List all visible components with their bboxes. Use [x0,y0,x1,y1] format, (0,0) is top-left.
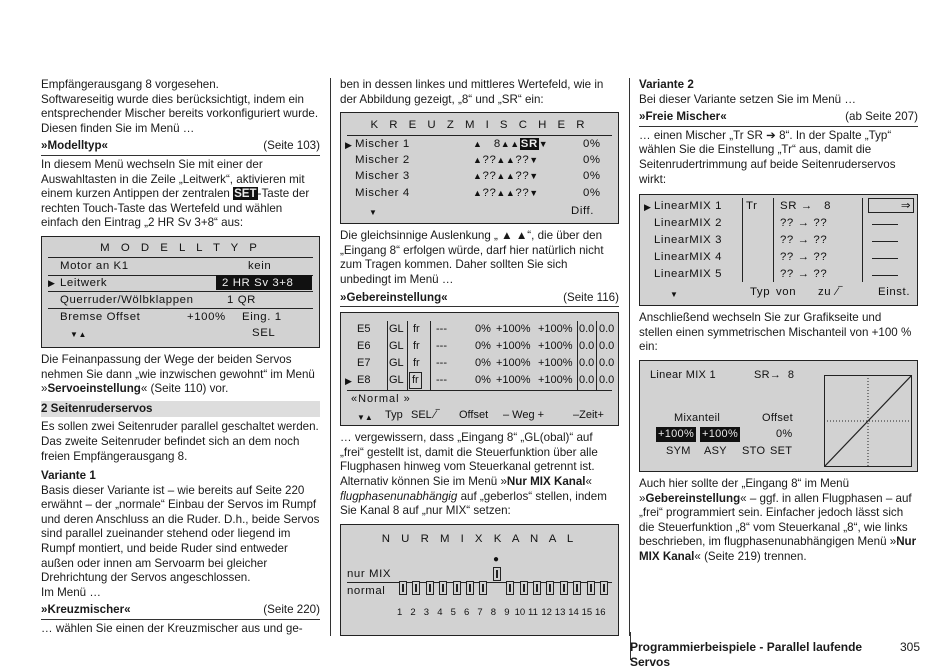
mixer-input: ?? [482,154,497,167]
up-arrow-icon: ▲▲ [496,171,516,182]
lcd-label: E6 [357,340,371,353]
up-arrow-icon: ▲ [473,155,483,166]
channel-number: 16 [595,606,606,618]
section-header-kreuzmischer [41,603,320,620]
section-page-ref: (ab Seite 207) [845,110,918,124]
section-page-ref: (Seite 220) [263,603,320,617]
mixer-from: ?? [780,217,794,230]
lcd-value: Tr [746,200,758,213]
text: « – ggf. in allen Flugphasen – auf „frei“ programmiert sein. Einfacher jedoch lässt sich die Steuerfunktion „8“ vom Steuerkanal „8“, wie links beschrieben, im flugphasenunabhängigen Menü » [639,491,912,549]
paragraph: Softwareseitig wurde dies berücksichtigt, indem ein entsprechender Mischer bereits vorkonfiguriert wurde. Diesen finden Sie im Menü … [41,92,319,135]
channel-switch-knob [415,584,417,592]
lcd-softkey: STO [742,444,766,457]
section-title: »Modelltyp« [41,139,108,153]
down-arrow-icon: ▼ [369,208,378,218]
lcd-softkey: Typ [385,409,403,422]
lcd-value: 0.0 [599,357,615,370]
channel-switch[interactable] [493,567,501,581]
channel-number: 3 [423,606,430,618]
channel-number: 2 [410,606,416,618]
lcd-value: 0.0 [599,340,615,353]
empty-value-dash [872,258,898,259]
lcd-value: 0% [475,357,491,370]
channel-switch[interactable] [533,581,541,595]
channel-switch-knob [576,584,578,592]
channel-switch-knob [603,584,605,592]
lcd-divider [347,390,612,391]
lcd-label: nur MIX [347,567,392,580]
paragraph: Im Menü … [41,585,101,599]
mix-value-right[interactable]: +100% [702,427,739,440]
lcd-value [780,233,827,248]
lcd-value [780,250,827,265]
lcd-label[interactable]: E8 [357,374,371,387]
text: auf „geberlos“ stellen, indem Sie Kanal 8 auf „nur MIX“ setzen: [340,489,607,518]
lcd-label: E5 [357,323,371,336]
cursor-arrow-icon: ▶ [345,140,353,151]
lcd-value: +100% [538,374,573,387]
lcd-softkey: Einst. [878,286,911,299]
lcd-selected-value[interactable]: fr [409,372,422,389]
lcd-divider [407,321,408,390]
paragraph: Die gleichsinnige Auslenkung „ ▲ ▲“, die über den „Eingang 8“ erfolgen würde, darf hier natürlich nicht zum Tragen kommen. Daher sollten Sie sich unbedingt im Menü … [340,229,604,286]
mixer-to: 8 [824,200,832,213]
channel-switch[interactable] [520,581,528,595]
section-title: »Gebereinstellung« [340,290,448,304]
lcd-value [473,137,548,152]
lcd-divider [430,321,431,390]
lcd-label: LinearMIX 3 [654,234,723,247]
lcd-softkey: Typ [750,286,771,299]
up-arrow-icon: ▲ [473,139,483,150]
mixer-from: ?? [780,268,794,281]
switch-icon: ⁄‾ [434,409,440,422]
channel-switch-knob [523,584,525,592]
column-3 [639,78,918,565]
lcd-title: N U R M I X K A N A L [381,532,578,545]
up-arrow-icon: ▲▲ [500,139,520,150]
channel-switch[interactable] [600,581,608,595]
lcd-value: Eing. 1 [242,310,282,323]
lcd-value [780,216,827,231]
section-header-seitenruder: 2 Seitenruderservos [41,401,320,418]
lcd-value: 0% [475,340,491,353]
up-arrow-icon: ▲▲ [496,188,516,199]
lcd-value: +100% [187,310,226,323]
lcd-label: LinearMIX 5 [654,268,723,281]
lcd-value: --- [436,357,447,370]
lcd-value [473,186,539,201]
mixer-input: ?? [482,170,497,183]
arrow-right-icon: → [797,234,810,247]
page-number: 305 [899,640,920,654]
mixer-input: ?? [515,170,530,183]
mixer-from: ?? [780,251,794,264]
paragraph: Anschließend wechseln Sie zur Grafikseite und stellen einen symmetrischen Mischanteil von +100 % ein: [639,311,912,354]
lcd-value: 0.0 [599,374,615,387]
channel-switch[interactable] [453,581,461,595]
cursor-arrow-icon: ▶ [48,277,56,288]
mixer-input[interactable]: 8 [493,138,501,151]
channel-switch[interactable] [439,581,447,595]
lcd-label: Mischer 3 [355,170,410,183]
lcd-value: +100% [538,323,573,336]
channel-switch-knob [482,584,484,592]
menu-ref: Gebereinstellung [645,491,741,505]
lcd-value: 0% [475,374,491,387]
paragraph [340,475,619,519]
lcd-value: 0.0 [579,340,595,353]
paragraph: Bei dieser Variante setzen Sie im Menü … [639,92,856,106]
paragraph: Empfängerausgang 8 vorgesehen. [41,78,219,91]
lcd-value: --- [436,323,447,336]
channel-switch[interactable] [587,581,595,595]
lcd-softkey: – Weg + [503,409,545,422]
text: Alternativ können Sie im Menü » [340,474,507,488]
lcd-divider [773,198,774,282]
channel-switch-knob [456,584,458,592]
lcd-label: normal [347,584,386,597]
footer-title: Programmierbeispiele - Parallel laufende Servos [630,640,863,669]
lcd-value: +100% [496,340,531,353]
settings-arrow-button[interactable]: ⇒ [868,198,914,213]
empty-value-dash [872,224,898,225]
channel-switch-knob [536,584,538,592]
lcd-title: Linear MIX 1 [650,368,716,381]
channel-number: 1 [397,606,403,618]
section-header-gebereinstellung [340,291,619,308]
section-header-modelltyp [41,139,320,156]
lcd-label[interactable]: Mischer 1 [355,138,410,151]
mixer-to: 8 [787,368,795,381]
lcd-value: GL [389,357,404,370]
lcd-value: +100% [538,357,573,370]
lcd-label: Motor an K1 [60,259,129,272]
text: « (Seite 219) trennen. [694,549,807,563]
lcd-value: 1 QR [227,293,256,306]
channel-switch[interactable] [573,581,581,595]
lcd-softkey: zu [818,286,832,299]
set-key-label: SET [234,187,257,201]
lcd-divider [862,198,863,282]
channel-switch[interactable] [479,581,487,595]
text: flugphasenunabhängig [340,489,458,503]
section-page-ref: (Seite 103) [263,139,320,153]
channel-switch[interactable] [412,581,420,595]
channel-switch-row [399,567,613,597]
up-arrow-icon: ▲ [473,188,483,199]
paragraph: Basis dieser Variante ist – wie bereits auf Seite 220 erwähnt – der „normale“ Einbau der Servos im Rumpf und deren Anschluss an die Ruder. D.h., beide Servos sind parallel zueinander stehend oder liegend im Rumpf montiert, und beide Ruder sind entweder außen oder innen am Servoarm bei gleicher Drehrichtung der Servos angeschlossen. [41,483,320,585]
lcd-divider [48,308,313,309]
lcd-value: fr [413,323,420,336]
lcd-value: kein [248,259,272,272]
empty-value-dash [872,275,898,276]
mixer-from: ?? [780,234,794,247]
lcd-divider [48,257,313,258]
lcd-value: 0.0 [599,323,615,336]
channel-switch[interactable] [506,581,514,595]
menu-ref: Nur MIX Kanal [639,535,917,563]
lcd-nur-mix-kanal [340,524,619,636]
paragraph: ben in dessen linkes und mittleres Wertefeld, wie in der Abbildung gezeigt, „8“ und „SR“ ein: [340,78,604,106]
column-divider [330,78,331,636]
text: « (Seite 110) vor. [140,382,229,396]
lcd-label: Querruder/Wölbklappen [60,293,194,306]
mixer-from: SR [754,368,770,381]
channel-cursor-icon: ● [493,553,500,565]
lcd-divider [577,321,578,390]
lcd-value: fr [413,357,420,370]
lcd-value: +100% [496,323,531,336]
column-divider [629,78,630,636]
lcd-value: +100% [538,340,573,353]
up-arrow-icon: ▲▲ [496,155,516,166]
mixer-input: ?? [482,187,497,200]
lcd-value: +100% [496,357,531,370]
text: « [585,474,592,488]
lcd-softkey: –Zeit+ [573,409,604,422]
arrow-right-icon: → [797,268,810,281]
up-down-arrows-icon: ▼▲ [70,329,88,339]
text: -Taste der rechten Touch-Taste das Wertefeld und wählen einfach den Eintrag „2 HR Sv 3+8“ aus: [41,187,310,230]
mixer-from: SR [780,200,798,213]
down-arrow-icon: ▼ [670,290,679,300]
lcd-divider [347,135,612,136]
paragraph: … vergewissern, dass „Eingang 8“ „GL(obal)“ auf „frei“ gestellt ist, damit die Steuerfunktion über alle Flugphasen hinweg vom Steuerkanal getrennt ist. [340,431,598,474]
down-arrow-icon: ▼ [529,188,539,199]
lcd-softkey: SYM [666,444,691,457]
lcd-value: 0% [583,138,601,151]
channel-switch-knob [563,584,565,592]
lcd-label: Mixanteil [674,411,721,424]
section-title: »Freie Mischer« [639,110,727,124]
empty-value-dash [872,241,898,242]
channel-number: 7 [477,606,483,618]
lcd-softkey: ASY [704,444,727,457]
cursor-arrow-icon: ▶ [644,202,652,213]
mix-curve-graph [824,375,912,467]
lcd-value: GL [389,340,404,353]
column-2 [340,78,619,641]
lcd-modelltyp [41,236,320,348]
mixer-to: ?? [813,251,828,264]
lcd-value [780,267,827,282]
arrow-right-icon: → [800,200,813,213]
channel-switch-knob [442,584,444,592]
paragraph: … einen Mischer „Tr SR ➔ 8“. In der Spalte „Typ“ wählen Sie die Einstellung „Tr“ aus, damit die Seitenrudertrimmung auf beide Seitenruderservos wirkt: [639,128,896,186]
lcd-label[interactable]: Leitwerk [60,276,108,289]
lcd-value: 0% [583,154,601,167]
lcd-linear-mix-graph [639,360,918,472]
section-title: »Kreuzmischer« [41,603,131,617]
channel-switch-knob [496,570,498,578]
lcd-value [780,199,831,214]
channel-number: 13 [554,606,566,618]
cursor-arrow-icon: ▶ [345,376,352,387]
channel-switch[interactable] [546,581,554,595]
lcd-value [473,153,539,168]
channel-number: 11 [528,606,538,618]
lcd-value: GL [389,374,404,387]
lcd-value: 0% [583,170,601,183]
channel-switch-knob [509,584,511,592]
section-header-freie-mischer [639,110,918,127]
lcd-value: fr [413,340,420,353]
lcd-selected-value[interactable]: 2 HR Sv 3+8 [222,276,294,289]
lcd-title: K R E U Z M I S C H E R [370,119,589,132]
paragraph: Es sollen zwei Seitenruder parallel geschaltet werden. Das zweite Seitenruder befindet sich an dem noch freien Empfängerausgang 8. [41,420,319,463]
lcd-label: LinearMIX 2 [654,217,723,230]
lcd-value [754,368,794,383]
arrow-right-icon: → [769,368,782,381]
channel-switch-knob [469,584,471,592]
paragraph [41,353,320,397]
channel-number: 6 [464,606,470,618]
lcd-freie-mischer [639,194,918,306]
lcd-softkey: SEL [411,409,432,422]
channel-switch-knob [590,584,592,592]
lcd-label: LinearMIX 4 [654,251,723,264]
paragraph [41,158,320,231]
channel-switch-knob [402,584,404,592]
lcd-value: 0% [475,323,491,336]
text: Die Feinanpassung der Wege der beiden Servos nehmen Sie dann „wie inzwischen gewohnt“ im Menü » [41,352,315,396]
lcd-gebereinstellung [340,312,619,426]
column-1 [41,78,320,637]
offset-value: 0% [776,427,793,440]
channel-number: 8 [490,606,497,618]
lcd-value: --- [436,374,447,387]
mixer-input: ?? [515,154,530,167]
lcd-value: 0.0 [579,374,595,387]
channel-switch[interactable] [560,581,568,595]
channel-switch-knob [429,584,431,592]
channel-switch[interactable] [426,581,434,595]
lcd-softkey: SET [770,444,793,457]
lcd-value: 0.0 [579,357,595,370]
channel-number: 12 [541,606,552,618]
paragraph: … wählen Sie einen der Kreuzmischer aus und ge- [41,622,303,636]
paragraph [639,477,918,565]
text: Auch hier sollte der „Eingang 8“ im Menü » [639,476,850,505]
text: In diesem Menü wechseln Sie mit einer der Auswahltasten in die Zeile „Leitwerk“, aktivieren mit einem kurzen Antippen der zentralen [41,157,305,201]
channel-switch[interactable] [466,581,474,595]
lcd-value: 0% [583,187,601,200]
arrow-right-icon: → [797,217,810,230]
lcd-value [473,169,539,184]
lcd-value: GL [389,323,404,336]
channel-number: 10 [514,606,526,618]
mixer-to: ?? [813,234,828,247]
lcd-label: Mischer 4 [355,187,410,200]
channel-number: 5 [450,606,456,618]
mixer-to: ?? [813,217,828,230]
down-arrow-icon: ▼ [538,139,549,150]
subheading: Variante 2 [639,78,694,91]
lcd-divider [387,321,388,390]
mix-value-left[interactable]: +100% [658,427,695,440]
lcd-softkey: Diff. [571,205,595,218]
down-arrow-icon: ▼ [529,171,539,182]
lcd-softkey: Offset [459,409,489,422]
lcd-divider [596,321,597,390]
down-arrow-icon: ▼ [529,155,539,166]
lcd-softkey: von [776,286,797,299]
mixer-input: ?? [515,187,530,200]
lcd-divider [742,198,743,282]
up-arrow-icon: ▲ [473,171,483,182]
menu-ref: Servoeinstellung [47,382,141,396]
lcd-kreuzmischer [340,112,619,224]
lcd-softkey: SEL [252,326,276,339]
subheading: Variante 1 [41,469,96,483]
up-down-arrows-icon: ▼▲ [357,413,373,423]
lcd-label: Bremse Offset [60,310,141,323]
menu-ref: Nur MIX Kanal [506,474,586,488]
channel-number: 4 [437,606,443,618]
lcd-label: Mischer 2 [355,154,410,167]
arrow-right-icon: → [797,251,810,264]
channel-number-row [396,606,616,620]
lcd-title: M O D E L L T Y P [100,241,261,254]
lcd-label[interactable]: LinearMIX 1 [654,200,723,213]
lcd-value: +100% [496,374,531,387]
channel-number: 9 [504,606,510,618]
channel-switch[interactable] [399,581,407,595]
lcd-label: E7 [357,357,371,370]
page-footer [630,640,920,669]
mixer-to: ?? [813,268,828,281]
lcd-value: --- [436,340,447,353]
channel-number: 15 [581,606,593,618]
channel-number: 14 [568,606,579,618]
section-page-ref: (Seite 116) [563,290,619,304]
lcd-value: 0.0 [579,323,595,336]
switch-icon: ⁄‾ [836,286,843,299]
mixer-input-selected[interactable]: SR [520,138,538,151]
flight-phase-label[interactable]: «Normal » [351,393,411,406]
lcd-label: Offset [762,411,793,424]
lcd-divider [48,291,313,292]
channel-switch-knob [549,584,551,592]
